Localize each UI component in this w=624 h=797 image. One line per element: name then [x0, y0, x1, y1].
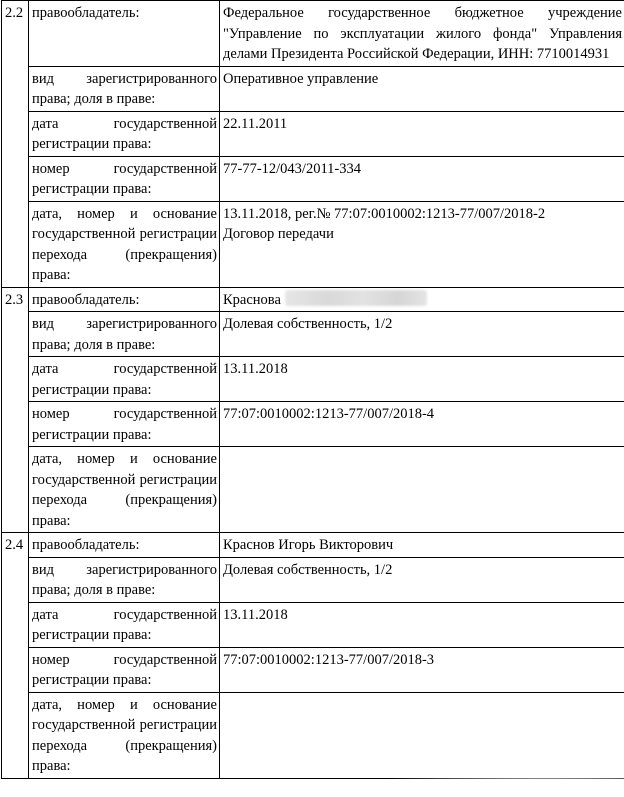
table-row	[2, 312, 624, 357]
field-label: вид зарегистрированного права; доля в праве:	[29, 312, 220, 357]
field-label: вид зарегистрированного права; доля в праве:	[29, 557, 220, 602]
table-row	[2, 1, 624, 67]
field-label: правообладатель:	[29, 1, 220, 67]
field-value	[220, 447, 624, 533]
field-value: 77:07:0010002:1213-77/007/2018-4	[220, 402, 624, 447]
table-row	[2, 111, 624, 156]
field-value: 22.11.2011	[220, 111, 624, 156]
field-label: вид зарегистрированного права; доля в праве:	[29, 66, 220, 111]
table-row	[2, 156, 624, 201]
table-row	[2, 692, 624, 778]
table-row	[2, 402, 624, 447]
table-row	[2, 357, 624, 402]
field-label: правообладатель:	[29, 287, 220, 312]
field-label: номер государственной регистрации права:	[29, 647, 220, 692]
field-label: правообладатель:	[29, 533, 220, 558]
rights-registration-table	[1, 0, 624, 779]
field-value	[220, 201, 624, 287]
field-value: Оперативное управление	[220, 66, 624, 111]
field-value: 13.11.2018	[220, 602, 624, 647]
field-label: номер государственной регистрации права:	[29, 156, 220, 201]
transfer-registration-line: 13.11.2018, рег.№ 77:07:0010002:1213-77/007/2018-2	[223, 205, 546, 222]
transfer-basis-line: Договор передачи	[223, 226, 334, 242]
field-value	[220, 692, 624, 778]
table-row	[2, 287, 624, 312]
field-label: дата, номер и основание государственной регистрации перехода (прекращения) права:	[29, 201, 220, 287]
table-row	[2, 66, 624, 111]
right-holder-surname: Краснова	[223, 291, 281, 308]
table-row	[2, 533, 624, 558]
field-value: 77:07:0010002:1213-77/007/2018-3	[220, 647, 624, 692]
field-label: дата государственной регистрации права:	[29, 111, 220, 156]
right-holder-value	[220, 287, 624, 312]
field-value: 77-77-12/043/2011-334	[220, 156, 624, 201]
field-value: Долевая собственность, 1/2	[220, 557, 624, 602]
redacted-name-blur	[285, 290, 427, 306]
right-holder-value: Краснов Игорь Викторович	[220, 533, 624, 558]
table-row	[2, 201, 624, 287]
section-number: 2.4	[2, 533, 29, 779]
right-holder-value: Федеральное государственное бюджетное учреждение "Управление по эксплуатации жилого фонда" Управления делами Президента Российской Федерации, ИНН: 7710014931	[220, 1, 624, 67]
field-label: дата государственной регистрации права:	[29, 357, 220, 402]
field-label: дата государственной регистрации права:	[29, 602, 220, 647]
table-row	[2, 557, 624, 602]
table-row	[2, 447, 624, 533]
field-value: 13.11.2018	[220, 357, 624, 402]
field-label: дата, номер и основание государственной регистрации перехода (прекращения) права:	[29, 692, 220, 778]
section-number: 2.3	[2, 287, 29, 533]
table-row	[2, 602, 624, 647]
table-row	[2, 647, 624, 692]
field-value: Долевая собственность, 1/2	[220, 312, 624, 357]
field-label: дата, номер и основание государственной регистрации перехода (прекращения) права:	[29, 447, 220, 533]
field-label: номер государственной регистрации права:	[29, 402, 220, 447]
section-number: 2.2	[2, 1, 29, 288]
